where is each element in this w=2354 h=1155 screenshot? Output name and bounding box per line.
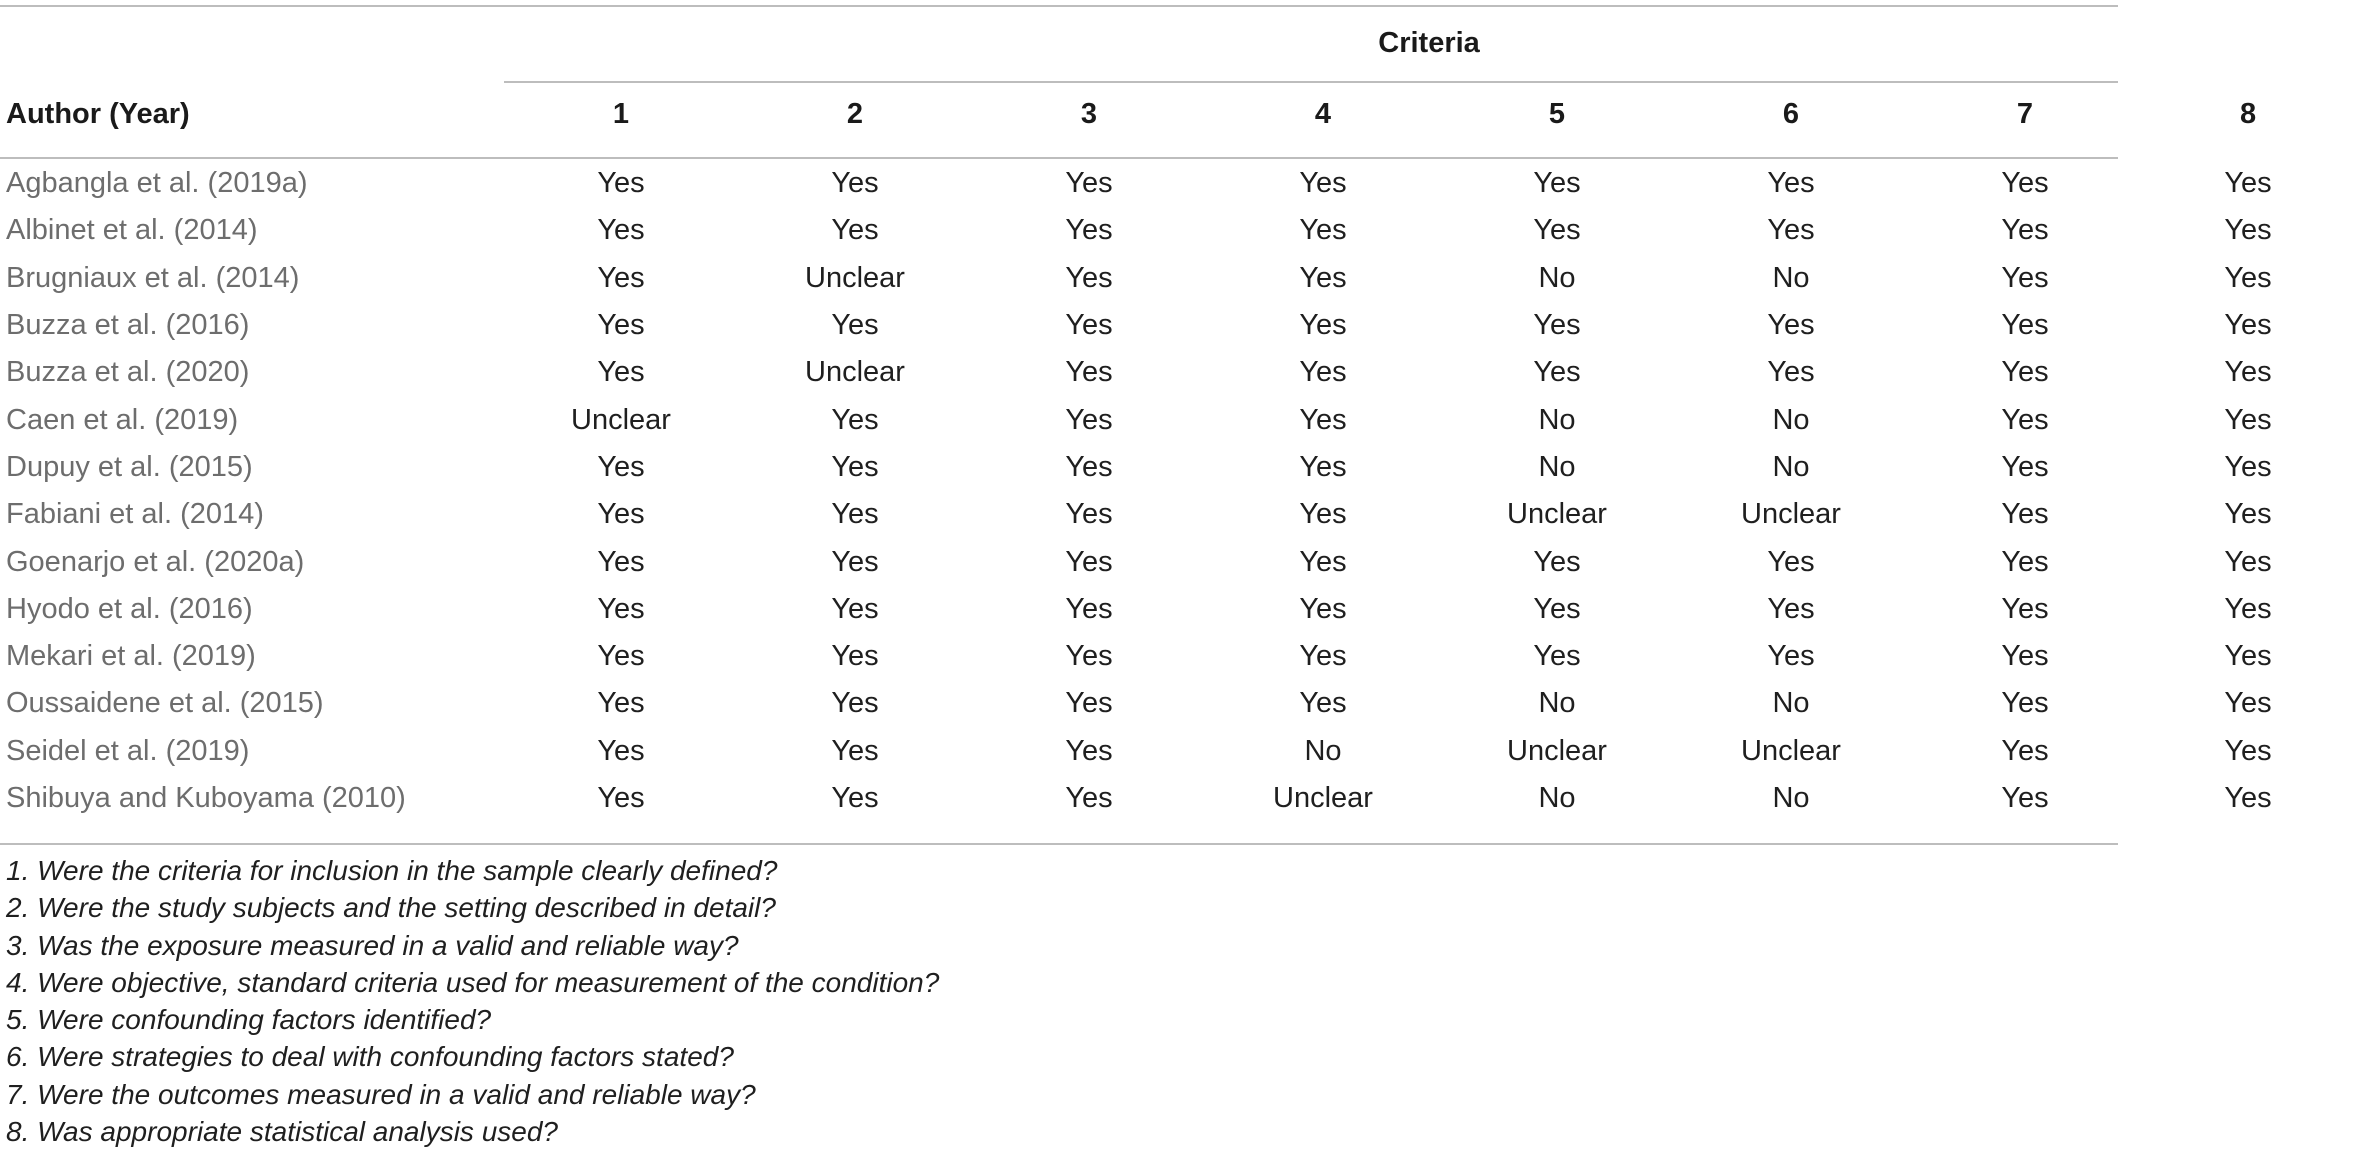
criterion-value-cell: Yes — [831, 640, 879, 673]
criterion-value-cell: Unclear — [805, 261, 905, 294]
criteria-footnotes — [6, 852, 939, 1150]
criterion-value-cell: No — [1304, 734, 1342, 767]
criterion-value-cell: Yes — [1767, 309, 1815, 342]
criterion-value-cell: Yes — [2224, 356, 2272, 389]
table-row — [0, 349, 2354, 396]
criterion-header: 7 — [2016, 97, 2034, 130]
criterion-value-cell: Unclear — [1741, 498, 1841, 531]
criterion-value-cell: Yes — [831, 403, 879, 436]
author-cell: Buzza et al. (2016) — [6, 309, 250, 342]
criterion-value-cell: Yes — [831, 309, 879, 342]
criterion-footnote: 7. Were the outcomes measured in a valid and reliable way? — [6, 1078, 756, 1110]
criterion-value-cell: Yes — [2001, 214, 2049, 247]
author-cell: Oussaidene et al. (2015) — [6, 687, 324, 720]
criterion-value-cell: Yes — [831, 545, 879, 578]
criterion-value-cell: Unclear — [1507, 498, 1607, 531]
blank-corner-cell — [0, 12, 504, 74]
criterion-footnote: 8. Was appropriate statistical analysis used? — [6, 1116, 558, 1148]
criterion-footnote: 1. Were the criteria for inclusion in the sample clearly defined? — [6, 855, 778, 886]
criterion-value-cell: Yes — [597, 167, 645, 200]
criterion-header: 5 — [1548, 97, 1566, 130]
table-row — [0, 728, 2354, 775]
criterion-value-cell: Yes — [2224, 640, 2272, 673]
author-cell: Mekari et al. (2019) — [6, 640, 256, 673]
criterion-value-cell: Yes — [2224, 734, 2272, 767]
table-row — [0, 491, 2354, 538]
author-year-header: Author (Year) — [6, 97, 190, 130]
criterion-value-cell: Yes — [1767, 640, 1815, 673]
criterion-value-cell: No — [1538, 403, 1576, 436]
author-cell: Seidel et al. (2019) — [6, 734, 250, 767]
author-cell: Caen et al. (2019) — [6, 403, 239, 436]
criterion-value-cell: Yes — [1533, 167, 1581, 200]
criterion-value-cell: Yes — [2001, 687, 2049, 720]
criterion-value-cell: Yes — [1299, 640, 1347, 673]
criterion-value-cell: No — [1538, 687, 1576, 720]
criterion-value-cell: Yes — [2224, 214, 2272, 247]
criterion-value-cell: Yes — [597, 545, 645, 578]
criterion-header: 3 — [1080, 97, 1098, 130]
criterion-value-cell: Yes — [1065, 167, 1113, 200]
criterion-value-cell: Yes — [1299, 687, 1347, 720]
criterion-value-cell: Yes — [2224, 403, 2272, 436]
criterion-value-cell: Yes — [1533, 640, 1581, 673]
author-cell: Goenarjo et al. (2020a) — [6, 545, 305, 578]
criterion-value-cell: Yes — [597, 450, 645, 483]
criterion-value-cell: Yes — [2001, 640, 2049, 673]
criterion-value-cell: Yes — [1767, 545, 1815, 578]
criterion-value-cell: Yes — [1767, 592, 1815, 625]
criterion-value-cell: Yes — [597, 687, 645, 720]
criterion-value-cell: Yes — [1533, 545, 1581, 578]
author-cell: Agbangla et al. (2019a) — [6, 167, 308, 200]
criterion-value-cell: Yes — [2224, 167, 2272, 200]
criterion-value-cell: No — [1772, 261, 1810, 294]
criterion-value-cell: Unclear — [1507, 734, 1607, 767]
criterion-value-cell: No — [1772, 450, 1810, 483]
criterion-value-cell: Yes — [2001, 403, 2049, 436]
criterion-header: 8 — [2239, 97, 2257, 130]
criterion-value-cell: Yes — [597, 734, 645, 767]
criterion-value-cell: Yes — [1299, 592, 1347, 625]
criterion-value-cell: Yes — [2224, 261, 2272, 294]
top-rule — [0, 5, 2118, 7]
table-row — [0, 255, 2354, 302]
criteria-group-header: Criteria — [1378, 26, 1480, 59]
criterion-value-cell: No — [1772, 687, 1810, 720]
criterion-value-cell: Yes — [1533, 356, 1581, 389]
criterion-value-cell: Yes — [1299, 356, 1347, 389]
criterion-value-cell: Yes — [1065, 261, 1113, 294]
criterion-value-cell: Yes — [831, 782, 879, 814]
criterion-value-cell: Yes — [2001, 782, 2049, 814]
criterion-value-cell: Yes — [1065, 498, 1113, 531]
criterion-value-cell: Yes — [831, 592, 879, 625]
criterion-value-cell: Yes — [2224, 782, 2272, 814]
criterion-value-cell: Yes — [1299, 167, 1347, 200]
criterion-value-cell: Yes — [1299, 450, 1347, 483]
criterion-value-cell: Yes — [597, 261, 645, 294]
criterion-value-cell: Yes — [2001, 545, 2049, 578]
criterion-value-cell: Yes — [1299, 261, 1347, 294]
criterion-value-cell: Yes — [2224, 309, 2272, 342]
quality-appraisal-table — [0, 12, 2354, 822]
criterion-value-cell: Yes — [1065, 734, 1113, 767]
criterion-value-cell: Yes — [1299, 214, 1347, 247]
criterion-value-cell: Yes — [1299, 309, 1347, 342]
table-row — [0, 586, 2354, 633]
criterion-value-cell: Yes — [1065, 214, 1113, 247]
criterion-value-cell: Yes — [1065, 450, 1113, 483]
criterion-value-cell: Yes — [1065, 309, 1113, 342]
criterion-value-cell: Yes — [597, 782, 645, 814]
criterion-value-cell: Yes — [1767, 167, 1815, 200]
criterion-value-cell: Yes — [2001, 261, 2049, 294]
criterion-footnote: 2. Were the study subjects and the setting described in detail? — [6, 892, 776, 924]
criterion-value-cell: Yes — [1767, 356, 1815, 389]
table-row — [0, 302, 2354, 349]
criterion-value-cell: Unclear — [1273, 782, 1373, 814]
criterion-value-cell: Yes — [2224, 545, 2272, 578]
criterion-value-cell: Yes — [831, 687, 879, 720]
criterion-value-cell: No — [1538, 450, 1576, 483]
criterion-value-cell: Yes — [597, 592, 645, 625]
criterion-value-cell: Yes — [1533, 214, 1581, 247]
criterion-value-cell: Yes — [1299, 498, 1347, 531]
table-row — [0, 633, 2354, 680]
criterion-value-cell: Yes — [1533, 592, 1581, 625]
criterion-value-cell: Yes — [597, 356, 645, 389]
criterion-value-cell: Yes — [597, 214, 645, 247]
criterion-value-cell: Yes — [1065, 356, 1113, 389]
criterion-value-cell: Yes — [2001, 450, 2049, 483]
criterion-value-cell: Yes — [1065, 640, 1113, 673]
table-row — [0, 538, 2354, 585]
criterion-footnote: 5. Were confounding factors identified? — [6, 1004, 492, 1036]
criterion-value-cell: No — [1772, 403, 1810, 436]
criterion-value-cell: Yes — [2224, 498, 2272, 531]
criterion-value-cell: Yes — [2224, 450, 2272, 483]
criterion-value-cell: Yes — [2001, 498, 2049, 531]
criterion-value-cell: Yes — [1065, 545, 1113, 578]
table-body — [0, 154, 2354, 822]
author-cell: Hyodo et al. (2016) — [6, 592, 253, 625]
column-header-row — [0, 74, 2354, 154]
criterion-value-cell: Unclear — [1741, 734, 1841, 767]
author-cell: Shibuya and Kuboyama (2010) — [6, 782, 406, 814]
criterion-value-cell: Yes — [2001, 309, 2049, 342]
criterion-header: 6 — [1782, 97, 1800, 130]
criteria-group-row — [0, 12, 2354, 74]
table-row — [0, 775, 2354, 822]
criterion-value-cell: Yes — [2224, 592, 2272, 625]
criterion-value-cell: No — [1538, 261, 1576, 294]
table-row — [0, 154, 2354, 207]
criterion-footnote: 4. Were objective, standard criteria used for measurement of the condition? — [6, 966, 940, 998]
table-bottom-rule — [0, 843, 2118, 845]
author-cell: Dupuy et al. (2015) — [6, 450, 253, 483]
criterion-footnote: 6. Were strategies to deal with confounding factors stated? — [6, 1041, 734, 1073]
table-row — [0, 680, 2354, 727]
criterion-value-cell: Yes — [831, 498, 879, 531]
criterion-value-cell: Yes — [1533, 309, 1581, 342]
criterion-value-cell: Yes — [1065, 592, 1113, 625]
criterion-value-cell: Yes — [831, 734, 879, 767]
criterion-value-cell: Yes — [2001, 167, 2049, 200]
table-row — [0, 396, 2354, 443]
criterion-header: 1 — [612, 97, 630, 130]
criterion-value-cell: Yes — [831, 214, 879, 247]
author-cell: Albinet et al. (2014) — [6, 214, 258, 247]
criterion-value-cell: Yes — [1065, 782, 1113, 814]
table-row — [0, 444, 2354, 491]
criterion-footnote: 3. Was the exposure measured in a valid and reliable way? — [6, 929, 739, 961]
criterion-header: 4 — [1314, 97, 1332, 130]
criterion-value-cell: Yes — [1767, 214, 1815, 247]
criterion-value-cell: Yes — [2001, 592, 2049, 625]
criterion-value-cell: No — [1772, 782, 1810, 814]
criterion-value-cell: Yes — [2001, 356, 2049, 389]
criterion-value-cell: Yes — [597, 309, 645, 342]
criterion-value-cell: Yes — [1065, 403, 1113, 436]
author-cell: Brugniaux et al. (2014) — [6, 261, 300, 294]
table-row — [0, 207, 2354, 254]
criterion-value-cell: Yes — [1299, 403, 1347, 436]
criterion-value-cell: Yes — [831, 167, 879, 200]
author-cell: Fabiani et al. (2014) — [6, 498, 264, 531]
criterion-value-cell: Yes — [2224, 687, 2272, 720]
criterion-value-cell: Yes — [597, 498, 645, 531]
criterion-value-cell: Yes — [1299, 545, 1347, 578]
criterion-value-cell: No — [1538, 782, 1576, 814]
criterion-value-cell: Yes — [831, 450, 879, 483]
criterion-value-cell: Yes — [1065, 687, 1113, 720]
criterion-value-cell: Unclear — [805, 356, 905, 389]
criterion-value-cell: Yes — [597, 640, 645, 673]
author-cell: Buzza et al. (2020) — [6, 356, 250, 389]
criterion-value-cell: Yes — [2001, 734, 2049, 767]
criterion-header: 2 — [846, 97, 864, 130]
criterion-value-cell: Unclear — [571, 403, 671, 436]
